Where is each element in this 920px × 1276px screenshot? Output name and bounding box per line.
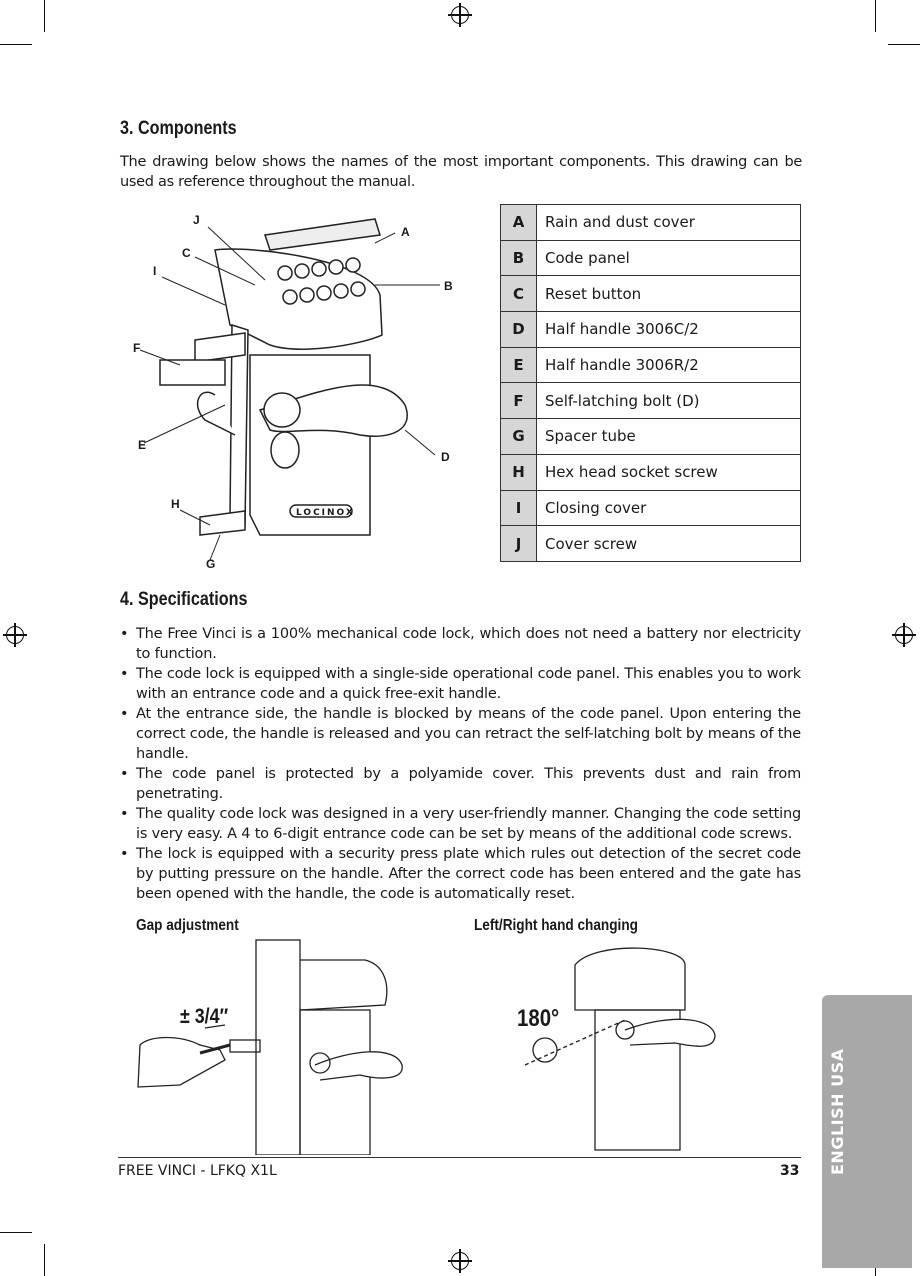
component-row <box>501 383 801 419</box>
components-table <box>500 204 801 562</box>
specification-item: • The lock is equipped with a security press plate which rules out detection of the secret code by putting pressure on the handle. After the correct code has been entered and the gate has been opened with the handle, the code is automatically reset. <box>118 844 801 904</box>
component-key: A <box>501 205 537 241</box>
component-name: Closing cover <box>537 490 801 526</box>
component-name: Hex head socket screw <box>537 454 801 490</box>
registration-mark-icon <box>895 626 913 644</box>
specification-item: • The quality code lock was designed in a very user-friendly manner. Changing the code setting is very easy. A 4 to 6-digit entrance code can be set by means of the additional code screws. <box>118 804 801 844</box>
specifications-list <box>118 624 801 904</box>
hand-changing-drawing <box>515 935 725 1155</box>
components-heading: 3. Components <box>120 118 237 139</box>
specification-item: • The code lock is equipped with a single-side operational code panel. This enables you to work with an entrance code and a quick free-exit handle. <box>118 664 801 704</box>
gap-adjustment-title: Gap adjustment <box>136 917 239 934</box>
component-key: H <box>501 454 537 490</box>
component-name: Reset button <box>537 276 801 312</box>
component-row <box>501 454 801 490</box>
registration-mark-icon <box>6 626 24 644</box>
drawing-label-f: F <box>133 341 141 355</box>
component-key: J <box>501 526 537 562</box>
registration-mark-icon <box>451 1252 469 1270</box>
component-row <box>501 276 801 312</box>
crop-mark <box>875 0 876 32</box>
component-row <box>501 240 801 276</box>
specification-item: • The Free Vinci is a 100% mechanical code lock, which does not need a battery nor electricity to function. <box>118 624 801 664</box>
component-row <box>501 205 801 241</box>
hand-changing-title: Left/Right hand changing <box>474 917 638 934</box>
crop-mark <box>0 44 32 45</box>
drawing-label-d: D <box>441 450 450 464</box>
drawing-label-j: J <box>193 213 200 227</box>
component-name: Half handle 3006R/2 <box>537 347 801 383</box>
component-row <box>501 312 801 348</box>
component-key: B <box>501 240 537 276</box>
component-key: E <box>501 347 537 383</box>
page-number: 33 <box>780 1163 800 1179</box>
drawing-label-e: E <box>138 438 147 452</box>
component-key: I <box>501 490 537 526</box>
component-row <box>501 347 801 383</box>
drawing-label-c: C <box>182 246 191 260</box>
specification-item: • At the entrance side, the handle is blocked by means of the code panel. Upon entering the correct code, the handle is released and you can retract the self-latching bolt by means of the handle. <box>118 704 801 764</box>
crop-mark <box>44 0 45 32</box>
gap-value: ± 3/4″ <box>180 1005 229 1028</box>
component-key: D <box>501 312 537 348</box>
specification-item: • The code panel is protected by a polyamide cover. This prevents dust and rain from penetrating. <box>118 764 801 804</box>
component-row <box>501 419 801 455</box>
component-row <box>501 490 801 526</box>
drawing-label-h: H <box>171 497 180 511</box>
crop-mark <box>888 44 920 45</box>
footer-divider <box>118 1157 801 1158</box>
gap-adjustment-drawing <box>130 935 430 1155</box>
drawing-label-g: G <box>206 557 216 571</box>
footer-product: FREE VINCI - LFKQ X1L <box>118 1163 277 1179</box>
component-key: G <box>501 419 537 455</box>
component-row <box>501 526 801 562</box>
registration-mark-icon <box>451 6 469 24</box>
language-side-tab <box>822 995 912 1268</box>
drawing-label-a: A <box>401 225 410 239</box>
brand-logo: LOCINOX <box>296 508 355 518</box>
rotation-value: 180° <box>517 1005 560 1032</box>
specifications-heading: 4. Specifications <box>120 589 248 610</box>
component-name: Half handle 3006C/2 <box>537 312 801 348</box>
drawing-label-b: B <box>444 279 453 293</box>
component-key: C <box>501 276 537 312</box>
component-name: Rain and dust cover <box>537 205 801 241</box>
component-name: Spacer tube <box>537 419 801 455</box>
component-name: Cover screw <box>537 526 801 562</box>
crop-mark <box>44 1244 45 1276</box>
crop-mark <box>0 1232 32 1233</box>
components-intro: The drawing below shows the names of the most important components. This drawing can be used as reference throughout the manual. <box>120 154 802 190</box>
drawing-label-i: I <box>153 264 157 278</box>
component-name: Self-latching bolt (D) <box>537 383 801 419</box>
component-key: F <box>501 383 537 419</box>
component-name: Code panel <box>537 240 801 276</box>
lock-components-drawing <box>120 205 470 575</box>
language-label: ENGLISH USA <box>828 1048 847 1175</box>
